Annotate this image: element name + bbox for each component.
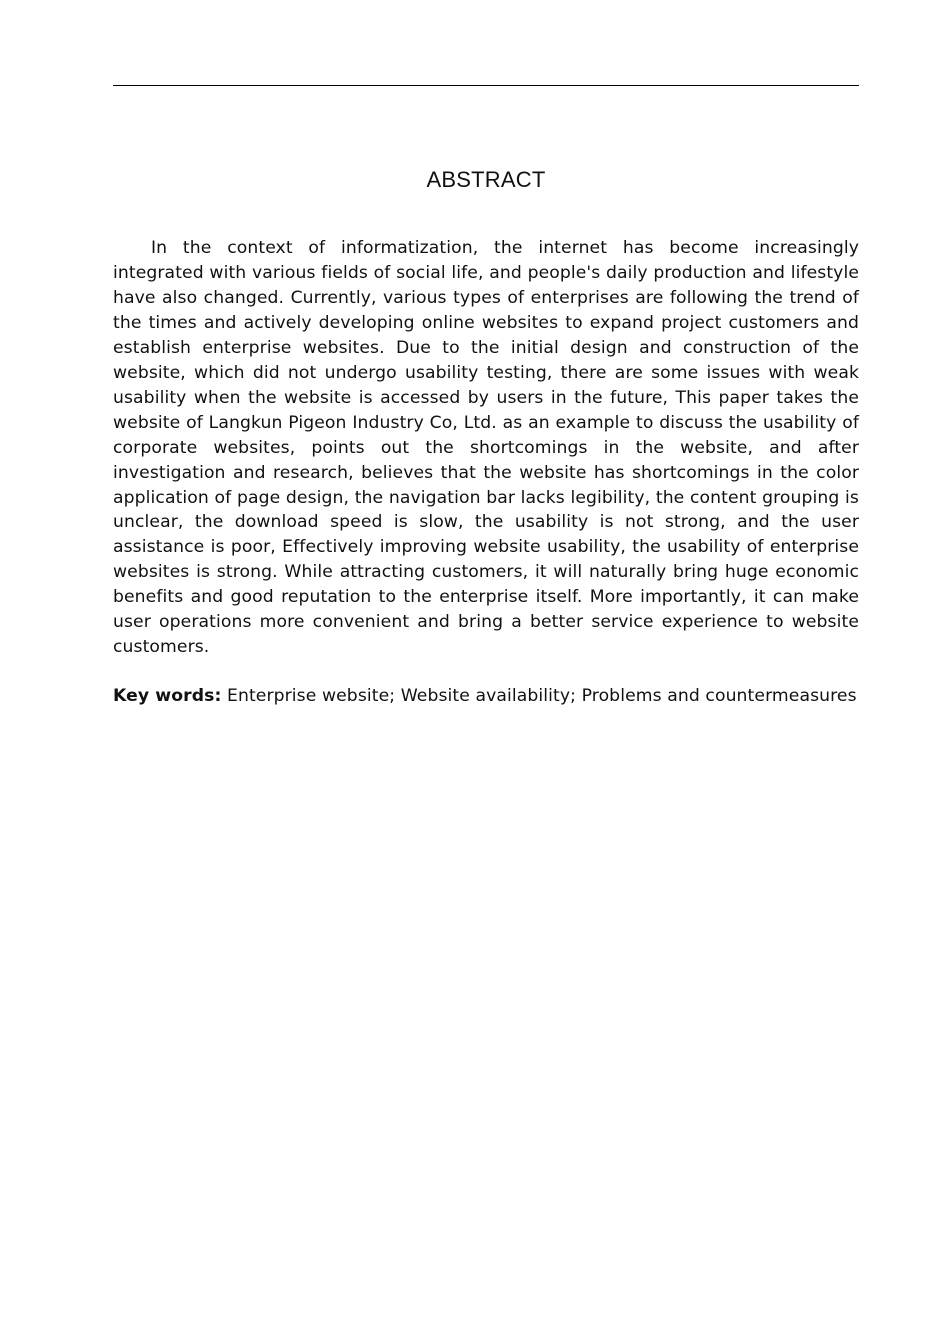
keywords-line — [113, 684, 859, 709]
keywords-label: Key words: — [113, 686, 222, 706]
abstract-paragraph: In the context of informatization, the internet has become increasingly integrated with various fields of social life, and people's daily production and lifestyle have also changed. Currently, various types of enterprises are following the trend of the times and actively developing online websites to expand project customers and establish enterprise websites. Due to the initial design and construction of the website, which did not undergo usability testing, there are some issues with weak usability when the website is accessed by users in the future, This paper takes the website of Langkun Pigeon Industry Co, Ltd. as an example to discuss the usability of corporate websites, points out the shortcomings in the website, and after investigation and research, believes that the website has shortcomings in the color application of page design, the navigation bar lacks legibility, the content grouping is unclear, the download speed is slow, the usability is not strong, and the user assistance is poor, Effectively improving website usability, the usability of enterprise websites is strong. While attracting customers, it will naturally bring huge economic benefits and good reputation to the enterprise itself. More importantly, it can make user operations more convenient and bring a better service experience to website customers. — [113, 238, 859, 658]
page-title: ABSTRACT — [426, 167, 546, 192]
header-rule — [113, 85, 859, 86]
keywords-text: Enterprise website; Website availability; Problems and countermeasures — [221, 686, 857, 706]
